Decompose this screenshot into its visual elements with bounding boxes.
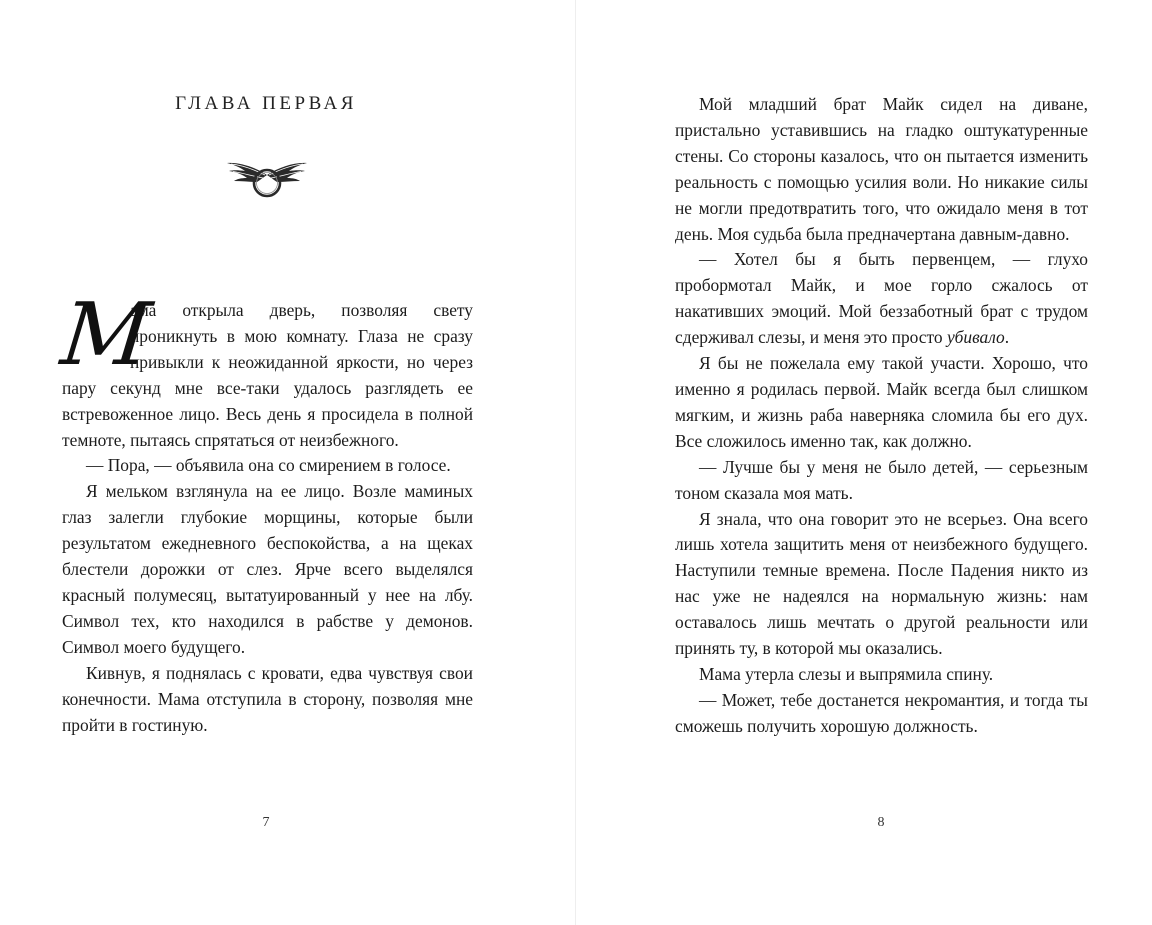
paragraph	[675, 247, 1088, 351]
paragraph-text: .	[1004, 327, 1010, 348]
left-page	[0, 0, 575, 925]
paragraph: Я знала, что она говорит это не всерьез. Она всего лишь хотела защитить меня от неизбежного будущего. Наступили темные времена. После Падения никто из нас уже не надеялся на нормальную жизнь: нам оставалось лишь мечтать о другой реальности или принять ту, в которой мы оказались.	[675, 508, 1088, 659]
paragraph: Мама утерла слезы и выпрямила спину.	[699, 663, 994, 684]
chapter-title: ГЛАВА ПЕРВАЯ	[175, 93, 357, 114]
paragraph: — Может, тебе достанется некромантия, и тогда ты сможешь получить хорошую должность.	[675, 689, 1088, 736]
emphasis-text: убивало	[946, 327, 1005, 348]
paragraph-text: — Хотел бы я быть первенцем, — глухо пробормотал Майк, и мое горло сжалось от накативших эмоций. Мой беззаботный брат с трудом сдерживал слезы, и меня это просто	[675, 249, 1088, 348]
page-number: 7	[262, 815, 270, 830]
winged-circle-icon	[225, 155, 309, 201]
paragraph: — Лучше бы у меня не было детей, — серьезным тоном сказала моя мать.	[675, 456, 1088, 503]
page-number: 8	[877, 815, 885, 830]
paragraph: Мой младший брат Майк сидел на диване, пристально уставившись на гладко оштукатуренные стены. Со стороны казалось, что он пытается изменить реальность с помощью усилия воли. Но никакие силы не могли предотвратить того, что ожидало меня в тот день. Моя судьба была предначертана давным-давно.	[675, 94, 1088, 244]
right-page	[576, 0, 1152, 925]
paragraph: Кивнув, я поднялась с кровати, едва чувствуя свои конечности. Мама отступила в сторону, позволяя мне пройти в гостиную.	[62, 662, 473, 735]
paragraph-text: ама открыла дверь, позволяя свету проникнуть в мою комнату. Глаза не сразу привыкли к неожиданной яркости, но через пару секунд мне все-таки удалось разглядеть ее встревоженное лицо. Весь день я просидела в полной темноте, пытаясь спрятаться от неизбежного.	[62, 300, 473, 450]
drop-cap: М	[56, 285, 156, 385]
paragraph: Я бы не пожелала ему такой участи. Хорошо, что именно я родилась первой. Майк всегда был слишком мягким, и жизнь раба наверняка сломила бы его дух. Все сложилось именно так, как должно.	[675, 353, 1088, 451]
paragraph	[56, 285, 473, 453]
paragraph: Я мельком взглянула на ее лицо. Возле маминых глаз залегли глубокие морщины, которые были результатом ежедневного беспокойства, а на щеках блестели дорожки от слез. Ярче всего выделялся красный полумесяц, вытатуированный у нее на лбу. Символ тех, кто находился в рабстве у демонов. Символ моего будущего.	[62, 481, 473, 657]
left-page-text	[56, 285, 473, 738]
paragraph: — Пора, — объявила она со смирением в голосе.	[86, 455, 451, 476]
right-page-text	[675, 92, 1088, 740]
